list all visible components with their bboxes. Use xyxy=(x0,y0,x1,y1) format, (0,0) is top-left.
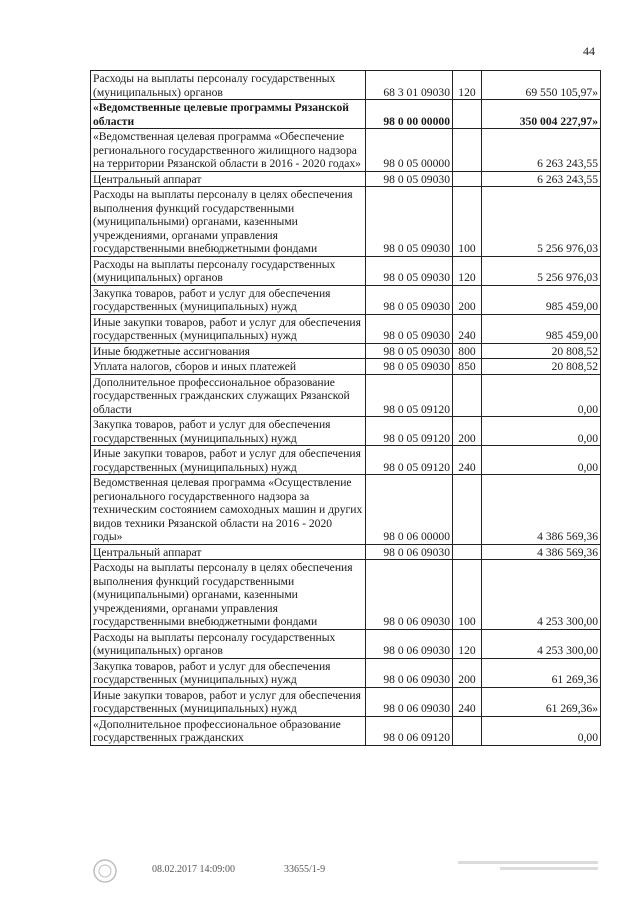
row-type: 240 xyxy=(453,687,482,716)
row-name: Расходы на выплаты персоналу в целях обеспечения выполнения функций государственными (муниципальными) органами, казенными учреждениями, органами управления государственными внебюджетными фондами xyxy=(91,560,366,630)
row-amount: 4 386 569,36 xyxy=(482,544,601,560)
row-code: 98 0 05 09120 xyxy=(366,446,453,475)
row-type xyxy=(453,374,482,417)
row-name: Центральный аппарат xyxy=(91,544,366,560)
row-code: 98 0 05 09030 xyxy=(366,256,453,285)
row-type: 200 xyxy=(453,285,482,314)
row-type: 100 xyxy=(453,187,482,257)
row-amount: 61 269,36 xyxy=(482,658,601,687)
table-row xyxy=(91,417,601,446)
row-name: Дополнительное профессиональное образование государственных гражданских служащих Рязанской области xyxy=(91,374,366,417)
row-type: 120 xyxy=(453,256,482,285)
row-code: 98 0 05 09030 xyxy=(366,359,453,375)
row-name: Закупка товаров, работ и услуг для обеспечения государственных (муниципальных) нужд xyxy=(91,417,366,446)
row-code: 98 0 05 09030 xyxy=(366,187,453,257)
row-amount: 0,00 xyxy=(482,716,601,745)
row-type xyxy=(453,544,482,560)
row-type: 200 xyxy=(453,658,482,687)
row-name: «Ведомственные целевые программы Рязанской области xyxy=(91,100,366,129)
row-code: 98 0 05 09120 xyxy=(366,374,453,417)
row-code: 68 3 01 09030 xyxy=(366,71,453,100)
row-type xyxy=(453,100,482,129)
table-row xyxy=(91,187,601,257)
row-amount: 5 256 976,03 xyxy=(482,256,601,285)
row-code: 98 0 06 09030 xyxy=(366,687,453,716)
row-name: Центральный аппарат xyxy=(91,171,366,187)
row-type: 200 xyxy=(453,417,482,446)
table-row xyxy=(91,475,601,545)
row-code: 98 0 05 09030 xyxy=(366,343,453,359)
budget-table xyxy=(90,70,601,746)
row-code: 98 0 00 00000 xyxy=(366,100,453,129)
table-row xyxy=(91,560,601,630)
row-code: 98 0 05 09030 xyxy=(366,314,453,343)
row-amount: 4 253 300,00 xyxy=(482,560,601,630)
footer-datetime: 08.02.2017 14:09:00 xyxy=(152,864,236,875)
row-amount: 4 386 569,36 xyxy=(482,475,601,545)
table-row xyxy=(91,314,601,343)
table-row xyxy=(91,285,601,314)
row-code: 98 0 05 09120 xyxy=(366,417,453,446)
page-number: 44 xyxy=(583,44,595,58)
row-name: Расходы на выплаты персоналу государственных (муниципальных) органов xyxy=(91,629,366,658)
row-name: Иные закупки товаров, работ и услуг для обеспечения государственных (муниципальных) нужд xyxy=(91,687,366,716)
row-code: 98 0 06 09030 xyxy=(366,560,453,630)
row-code: 98 0 06 09030 xyxy=(366,629,453,658)
row-amount: 0,00 xyxy=(482,446,601,475)
row-name: Расходы на выплаты персоналу государственных (муниципальных) органов xyxy=(91,256,366,285)
table-row xyxy=(91,446,601,475)
table-row xyxy=(91,129,601,172)
row-name: Закупка товаров, работ и услуг для обеспечения государственных (муниципальных) нужд xyxy=(91,658,366,687)
row-name: Иные закупки товаров, работ и услуг для обеспечения государственных (муниципальных) нужд xyxy=(91,446,366,475)
row-code: 98 0 06 09030 xyxy=(366,544,453,560)
row-name: Иные бюджетные ассигнования xyxy=(91,343,366,359)
row-code: 98 0 05 09030 xyxy=(366,171,453,187)
row-type: 120 xyxy=(453,629,482,658)
row-type: 100 xyxy=(453,560,482,630)
row-name: Уплата налогов, сборов и иных платежей xyxy=(91,359,366,375)
row-type xyxy=(453,129,482,172)
row-amount: 20 808,52 xyxy=(482,343,601,359)
table-row xyxy=(91,658,601,687)
table-row xyxy=(91,359,601,375)
table-row xyxy=(91,544,601,560)
row-code: 98 0 06 00000 xyxy=(366,475,453,545)
table-row xyxy=(91,100,601,129)
row-amount: 985 459,00 xyxy=(482,285,601,314)
row-name: Расходы на выплаты персоналу государственных (муниципальных) органов xyxy=(91,71,366,100)
row-name: «Ведомственная целевая программа «Обеспечение регионального государственного жилищного надзора на территории Рязанской области в 2016 - 2020 годах» xyxy=(91,129,366,172)
seal-icon xyxy=(92,858,118,884)
row-code: 98 0 06 09120 xyxy=(366,716,453,745)
table-row xyxy=(91,343,601,359)
row-code: 98 0 05 00000 xyxy=(366,129,453,172)
row-name: Закупка товаров, работ и услуг для обеспечения государственных (муниципальных) нужд xyxy=(91,285,366,314)
table-row xyxy=(91,374,601,417)
row-amount: 4 253 300,00 xyxy=(482,629,601,658)
row-name: Ведомственная целевая программа «Осуществление регионального государственного надзора за техническим состоянием самоходных машин и других видов техники Рязанской области на 2016 - 2020 годы» xyxy=(91,475,366,545)
table-row xyxy=(91,256,601,285)
row-type: 120 xyxy=(453,71,482,100)
table-row xyxy=(91,716,601,745)
row-amount: 350 004 227,97» xyxy=(482,100,601,129)
row-code: 98 0 05 09030 xyxy=(366,285,453,314)
table-row xyxy=(91,71,601,100)
faded-watermark xyxy=(458,858,598,882)
row-code: 98 0 06 09030 xyxy=(366,658,453,687)
row-amount: 0,00 xyxy=(482,374,601,417)
row-amount: 6 263 243,55 xyxy=(482,129,601,172)
table-row xyxy=(91,687,601,716)
row-amount: 0,00 xyxy=(482,417,601,446)
row-name: «Дополнительное профессиональное образование государственных гражданских xyxy=(91,716,366,745)
row-name: Иные закупки товаров, работ и услуг для обеспечения государственных (муниципальных) нужд xyxy=(91,314,366,343)
row-type: 240 xyxy=(453,314,482,343)
row-type: 850 xyxy=(453,359,482,375)
row-type xyxy=(453,716,482,745)
row-type xyxy=(453,171,482,187)
row-type xyxy=(453,475,482,545)
row-amount: 5 256 976,03 xyxy=(482,187,601,257)
row-type: 800 xyxy=(453,343,482,359)
row-amount: 985 459,00 xyxy=(482,314,601,343)
table-row xyxy=(91,171,601,187)
row-name: Расходы на выплаты персоналу в целях обеспечения выполнения функций государственными (муниципальными) органами, казенными учреждениями, органами управления государственными внебюджетными фондами xyxy=(91,187,366,257)
table-row xyxy=(91,629,601,658)
row-amount: 20 808,52 xyxy=(482,359,601,375)
row-amount: 69 550 105,97» xyxy=(482,71,601,100)
budget-table-body xyxy=(91,71,601,746)
row-amount: 6 263 243,55 xyxy=(482,171,601,187)
row-amount: 61 269,36» xyxy=(482,687,601,716)
row-type: 240 xyxy=(453,446,482,475)
footer-doc-number: 33655/1-9 xyxy=(284,864,326,875)
